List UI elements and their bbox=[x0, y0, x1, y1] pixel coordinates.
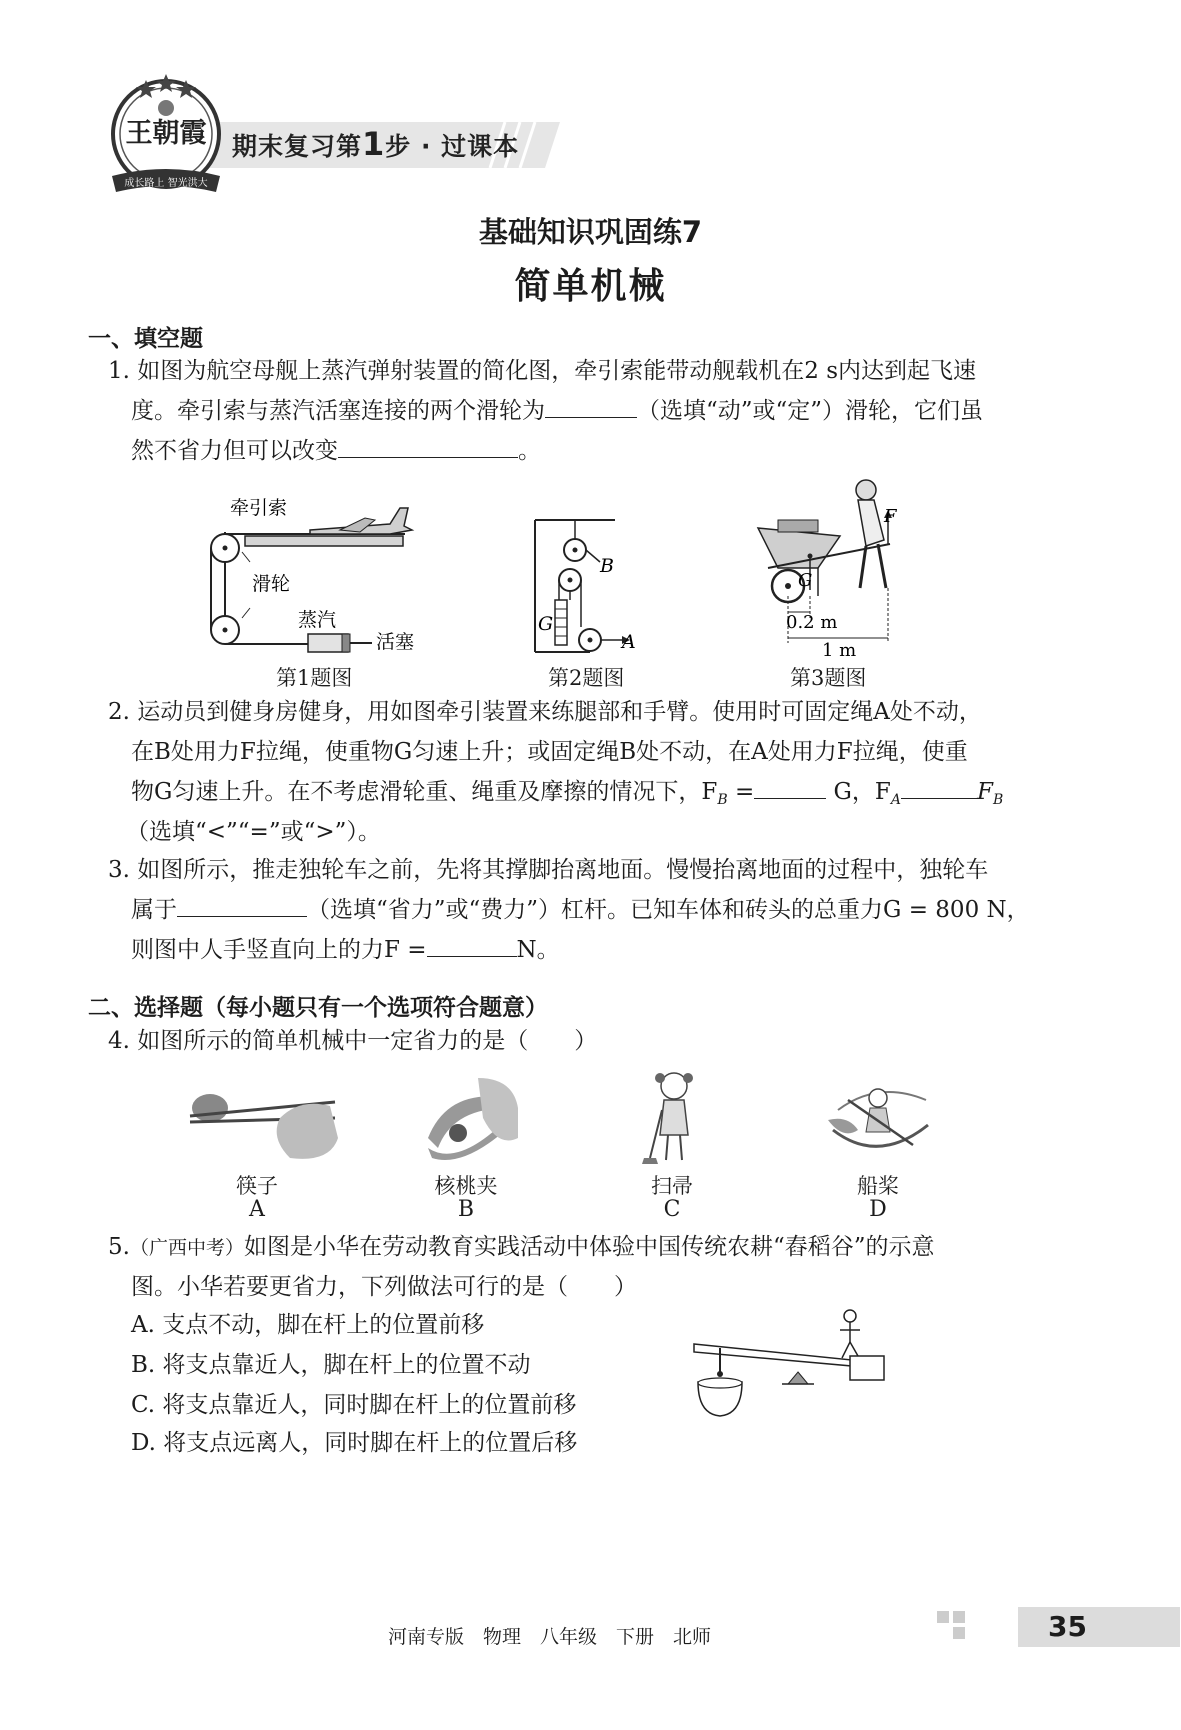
choice-b-letter[interactable]: B bbox=[457, 1197, 475, 1222]
fig1-label-steam: 蒸汽 bbox=[298, 609, 337, 631]
walnut-cracker-image[interactable] bbox=[418, 1078, 518, 1168]
q1-line2-a: 度。牵引索与蒸汽活塞连接的两个滑轮为 bbox=[131, 398, 545, 424]
q3-line2-a: 属于 bbox=[131, 897, 177, 923]
q3-blank2[interactable] bbox=[427, 931, 517, 957]
q3-line2 bbox=[131, 889, 1030, 932]
fig2-caption: 第2题图 bbox=[548, 666, 625, 690]
q2-blank2[interactable] bbox=[901, 773, 977, 799]
choice-a-letter[interactable]: A bbox=[249, 1197, 265, 1222]
choice-a-name: 筷子 bbox=[236, 1174, 278, 1198]
q2-sub-b2: B bbox=[992, 792, 1004, 808]
q5-option-d[interactable]: D. 将支点远离人，同时脚在杆上的位置后移 bbox=[131, 1430, 578, 1456]
q1-line2 bbox=[131, 390, 983, 433]
fig1-label-rope: 牵引索 bbox=[230, 497, 288, 519]
fig3-label-f: F bbox=[884, 506, 897, 527]
q5-num: 5. bbox=[108, 1234, 130, 1260]
q5-source: （广西中考） bbox=[129, 1237, 244, 1259]
q1-line2-b: （选填“动”或“定”）滑轮，它们虽 bbox=[637, 398, 984, 424]
q3-line2-b: （选填“省力”或“费力”）杠杆。已知车体和砖头的总重力G = 800 N， bbox=[307, 897, 1030, 923]
q2-blank1[interactable] bbox=[754, 773, 826, 799]
header-banner-text bbox=[232, 125, 519, 163]
brand-logo bbox=[108, 72, 224, 200]
fig3-label-02: 0.2 m bbox=[786, 612, 838, 633]
q1-blank2[interactable] bbox=[338, 432, 518, 458]
brand-slogan: 成长路上 智光洪大 bbox=[124, 178, 208, 189]
q3-line3-a: 则图中人手竖直向上的力F = bbox=[131, 937, 427, 963]
q1-blank1[interactable] bbox=[545, 392, 637, 418]
brand-name: 王朝霞 bbox=[125, 118, 207, 149]
page-number-bar bbox=[1018, 1607, 1180, 1647]
fig2-label-b: B bbox=[600, 555, 614, 577]
q3-line3-b: N。 bbox=[516, 937, 560, 963]
figure-2-gym-pulley bbox=[530, 512, 650, 657]
q1-line3-b: 。 bbox=[518, 438, 541, 464]
q1-line3 bbox=[131, 430, 541, 473]
section-heading-choice: 二、选择题（每小题只有一个选项符合题意） bbox=[88, 995, 548, 1021]
q1-line1: 1. 如图为航空母舰上蒸汽弹射装置的简化图，牵引索能带动舰载机在2 s内达到起飞速 bbox=[108, 358, 977, 384]
q2-sub-b1: B bbox=[717, 792, 728, 808]
choice-b-name: 核桃夹 bbox=[434, 1174, 498, 1198]
q3-line1: 3. 如图所示，推走独轮车之前，先将其撑脚抬离地面。慢慢抬离地面的过程中，独轮车 bbox=[108, 857, 989, 883]
page-title: 简单机械 bbox=[514, 266, 667, 307]
figure-5-lever bbox=[690, 1308, 890, 1428]
q2-line3-c: G，F bbox=[826, 779, 891, 805]
q5-line1-text: 如图是小华在劳动教育实践活动中体验中国传统农耕“舂稻谷”的示意 bbox=[243, 1234, 935, 1260]
fig1-label-pulley: 滑轮 bbox=[252, 573, 291, 595]
q1-line3-a: 然不省力但可以改变 bbox=[131, 438, 338, 464]
q2-line4: （选填“<”“=”或“>”）。 bbox=[126, 819, 381, 845]
choice-d-letter[interactable]: D bbox=[869, 1197, 887, 1222]
q5-option-c[interactable]: C. 将支点靠近人，同时脚在杆上的位置前移 bbox=[131, 1392, 577, 1418]
fig3-label-1: 1 m bbox=[822, 640, 857, 661]
figure-1-catapult bbox=[200, 490, 435, 655]
fig1-label-piston: 活塞 bbox=[376, 631, 415, 653]
q2-line3-a: 物G匀速上升。在不考虑滑轮重、绳重及摩擦的情况下，F bbox=[131, 779, 718, 805]
choice-d-name: 船桨 bbox=[857, 1174, 899, 1198]
q3-line3 bbox=[131, 929, 560, 972]
subtitle: 基础知识巩固练7 bbox=[478, 215, 703, 249]
banner-post: 步 · 过课本 bbox=[385, 132, 520, 161]
broom-image[interactable] bbox=[642, 1070, 702, 1165]
q3-blank1[interactable] bbox=[177, 891, 307, 917]
q2-line3-b: = bbox=[727, 779, 755, 805]
q2-line2: 在B处用力F拉绳，使重物G匀速上升；或固定绳B处不动，在A处用力F拉绳，使重 bbox=[131, 739, 968, 765]
banner-num: 1 bbox=[362, 125, 386, 163]
fig3-caption: 第3题图 bbox=[790, 666, 867, 690]
q5-option-b[interactable]: B. 将支点靠近人，脚在杆上的位置不动 bbox=[131, 1352, 531, 1378]
fig1-caption: 第1题图 bbox=[276, 666, 353, 690]
fig2-label-a: A bbox=[622, 631, 636, 653]
q5-line1 bbox=[108, 1226, 935, 1270]
q2-line3-d: F bbox=[977, 779, 993, 805]
figure-3-wheelbarrow bbox=[748, 478, 918, 660]
fig3-label-g: G bbox=[798, 570, 813, 591]
oar-image[interactable] bbox=[828, 1070, 933, 1165]
section-heading-fill: 一、填空题 bbox=[88, 326, 203, 352]
choice-c-letter[interactable]: C bbox=[663, 1197, 681, 1222]
footer-text: 河南专版 物理 八年级 下册 北师 bbox=[388, 1626, 712, 1648]
chopsticks-image[interactable] bbox=[180, 1078, 340, 1168]
banner-pre: 期末复习第 bbox=[232, 132, 363, 161]
q5-line2: 图。小华若要更省力，下列做法可行的是（ ） bbox=[131, 1274, 637, 1300]
page-number: 35 bbox=[1048, 1610, 1087, 1643]
footer-pattern-icon bbox=[933, 1607, 973, 1647]
fig2-label-g: G bbox=[538, 613, 554, 635]
q2-sub-a: A bbox=[890, 792, 902, 808]
choice-c-name: 扫帚 bbox=[651, 1174, 693, 1198]
q2-line1: 2. 运动员到健身房健身，用如图牵引装置来练腿部和手臂。使用时可固定绳A处不动， bbox=[108, 699, 982, 725]
q5-option-a[interactable]: A. 支点不动，脚在杆上的位置前移 bbox=[131, 1312, 485, 1338]
q4-stem: 4. 如图所示的简单机械中一定省力的是（ ） bbox=[108, 1028, 598, 1054]
